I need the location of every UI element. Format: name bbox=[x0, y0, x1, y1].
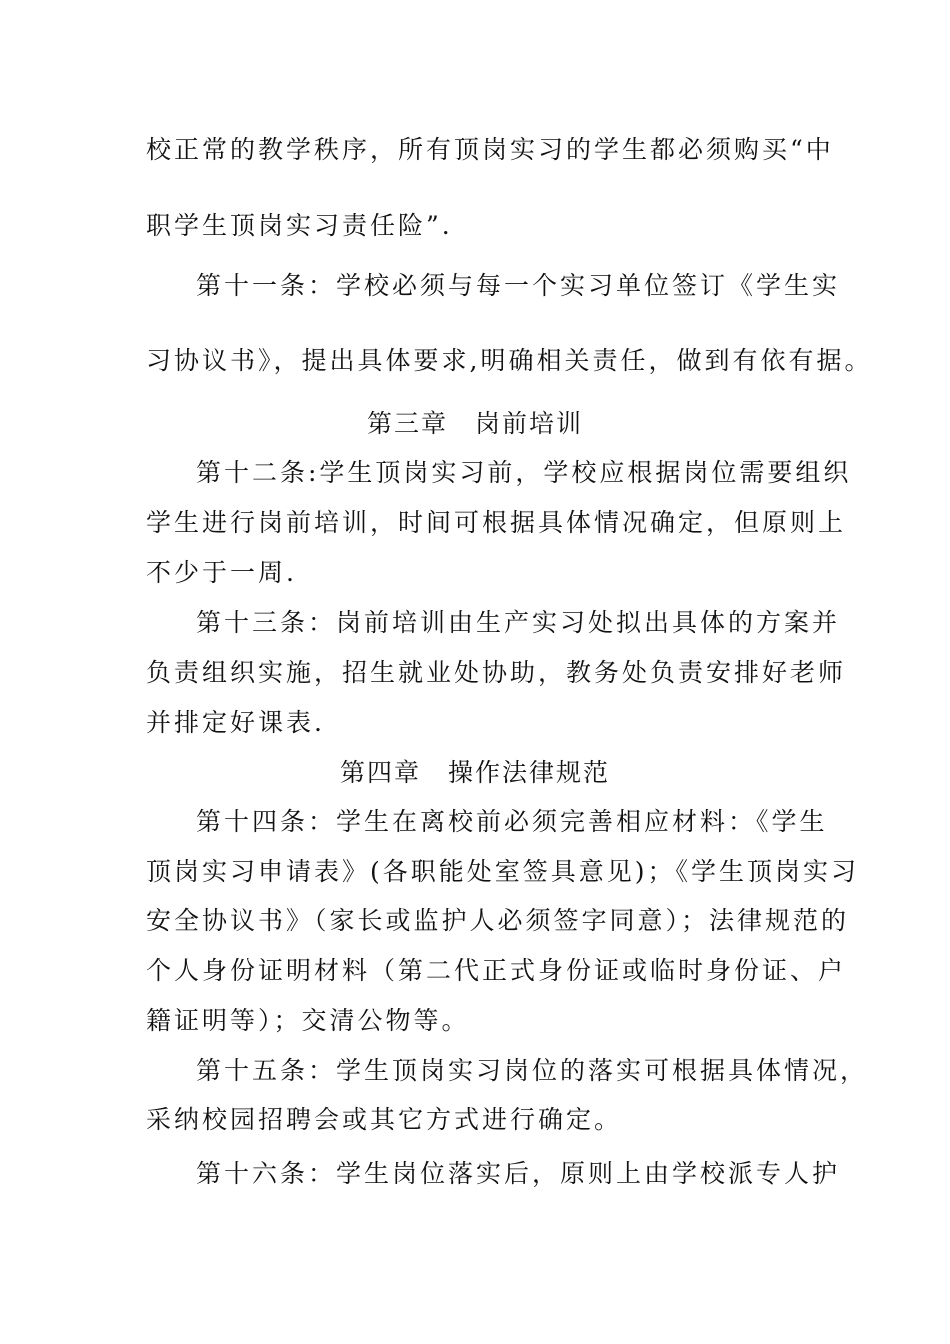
body-line: 顶岗实习申请表》(各职能处室签具意见)；《学生顶岗实习 bbox=[146, 857, 860, 886]
body-line: 个人身份证明材料（第二代正式身份证或临时身份证、户 bbox=[146, 956, 847, 985]
body-line: 学生进行岗前培训，时间可根据具体情况确定，但原则上 bbox=[146, 508, 847, 537]
article-13-line: 第十三条：岗前培训由生产实习处拟出具体的方案并 bbox=[196, 608, 841, 637]
body-line: 籍证明等）；交清公物等。 bbox=[146, 1006, 470, 1035]
body-line: 负责组织实施，招生就业处协助，教务处负责安排好老师 bbox=[146, 658, 847, 687]
article-11-line: 第十一条：学校必须与每一个实习单位签订《学生实 bbox=[196, 271, 841, 300]
chapter-4-heading: 第四章 操作法律规范 bbox=[339, 758, 610, 787]
body-line: 采纳校园招聘会或其它方式进行确定。 bbox=[146, 1105, 623, 1134]
article-12-line: 第十二条:学生顶岗实习前，学校应根据岗位需要组织 bbox=[196, 458, 852, 487]
body-line: 安全协议书》（家长或监护人必须签字同意）；法律规范的 bbox=[146, 906, 850, 935]
body-line: 并排定好课表. bbox=[146, 708, 325, 737]
body-line: 习协议书》，提出具体要求,明确相关责任，做到有依有据。 bbox=[146, 346, 873, 375]
body-line: 不少于一周. bbox=[146, 558, 297, 587]
chapter-3-heading: 第三章 岗前培训 bbox=[366, 409, 583, 438]
body-line: 职学生顶岗实习责任险”. bbox=[146, 211, 453, 240]
article-14-line: 第十四条：学生在离校前必须完善相应材料：《学生 bbox=[196, 807, 828, 836]
body-line: 校正常的教学秩序，所有顶岗实习的学生都必须购买“中 bbox=[146, 135, 834, 164]
article-16-line: 第十六条：学生岗位落实后，原则上由学校派专人护 bbox=[196, 1159, 841, 1188]
article-15-line: 第十五条：学生顶岗实习岗位的落实可根据具体情况， bbox=[196, 1056, 869, 1085]
